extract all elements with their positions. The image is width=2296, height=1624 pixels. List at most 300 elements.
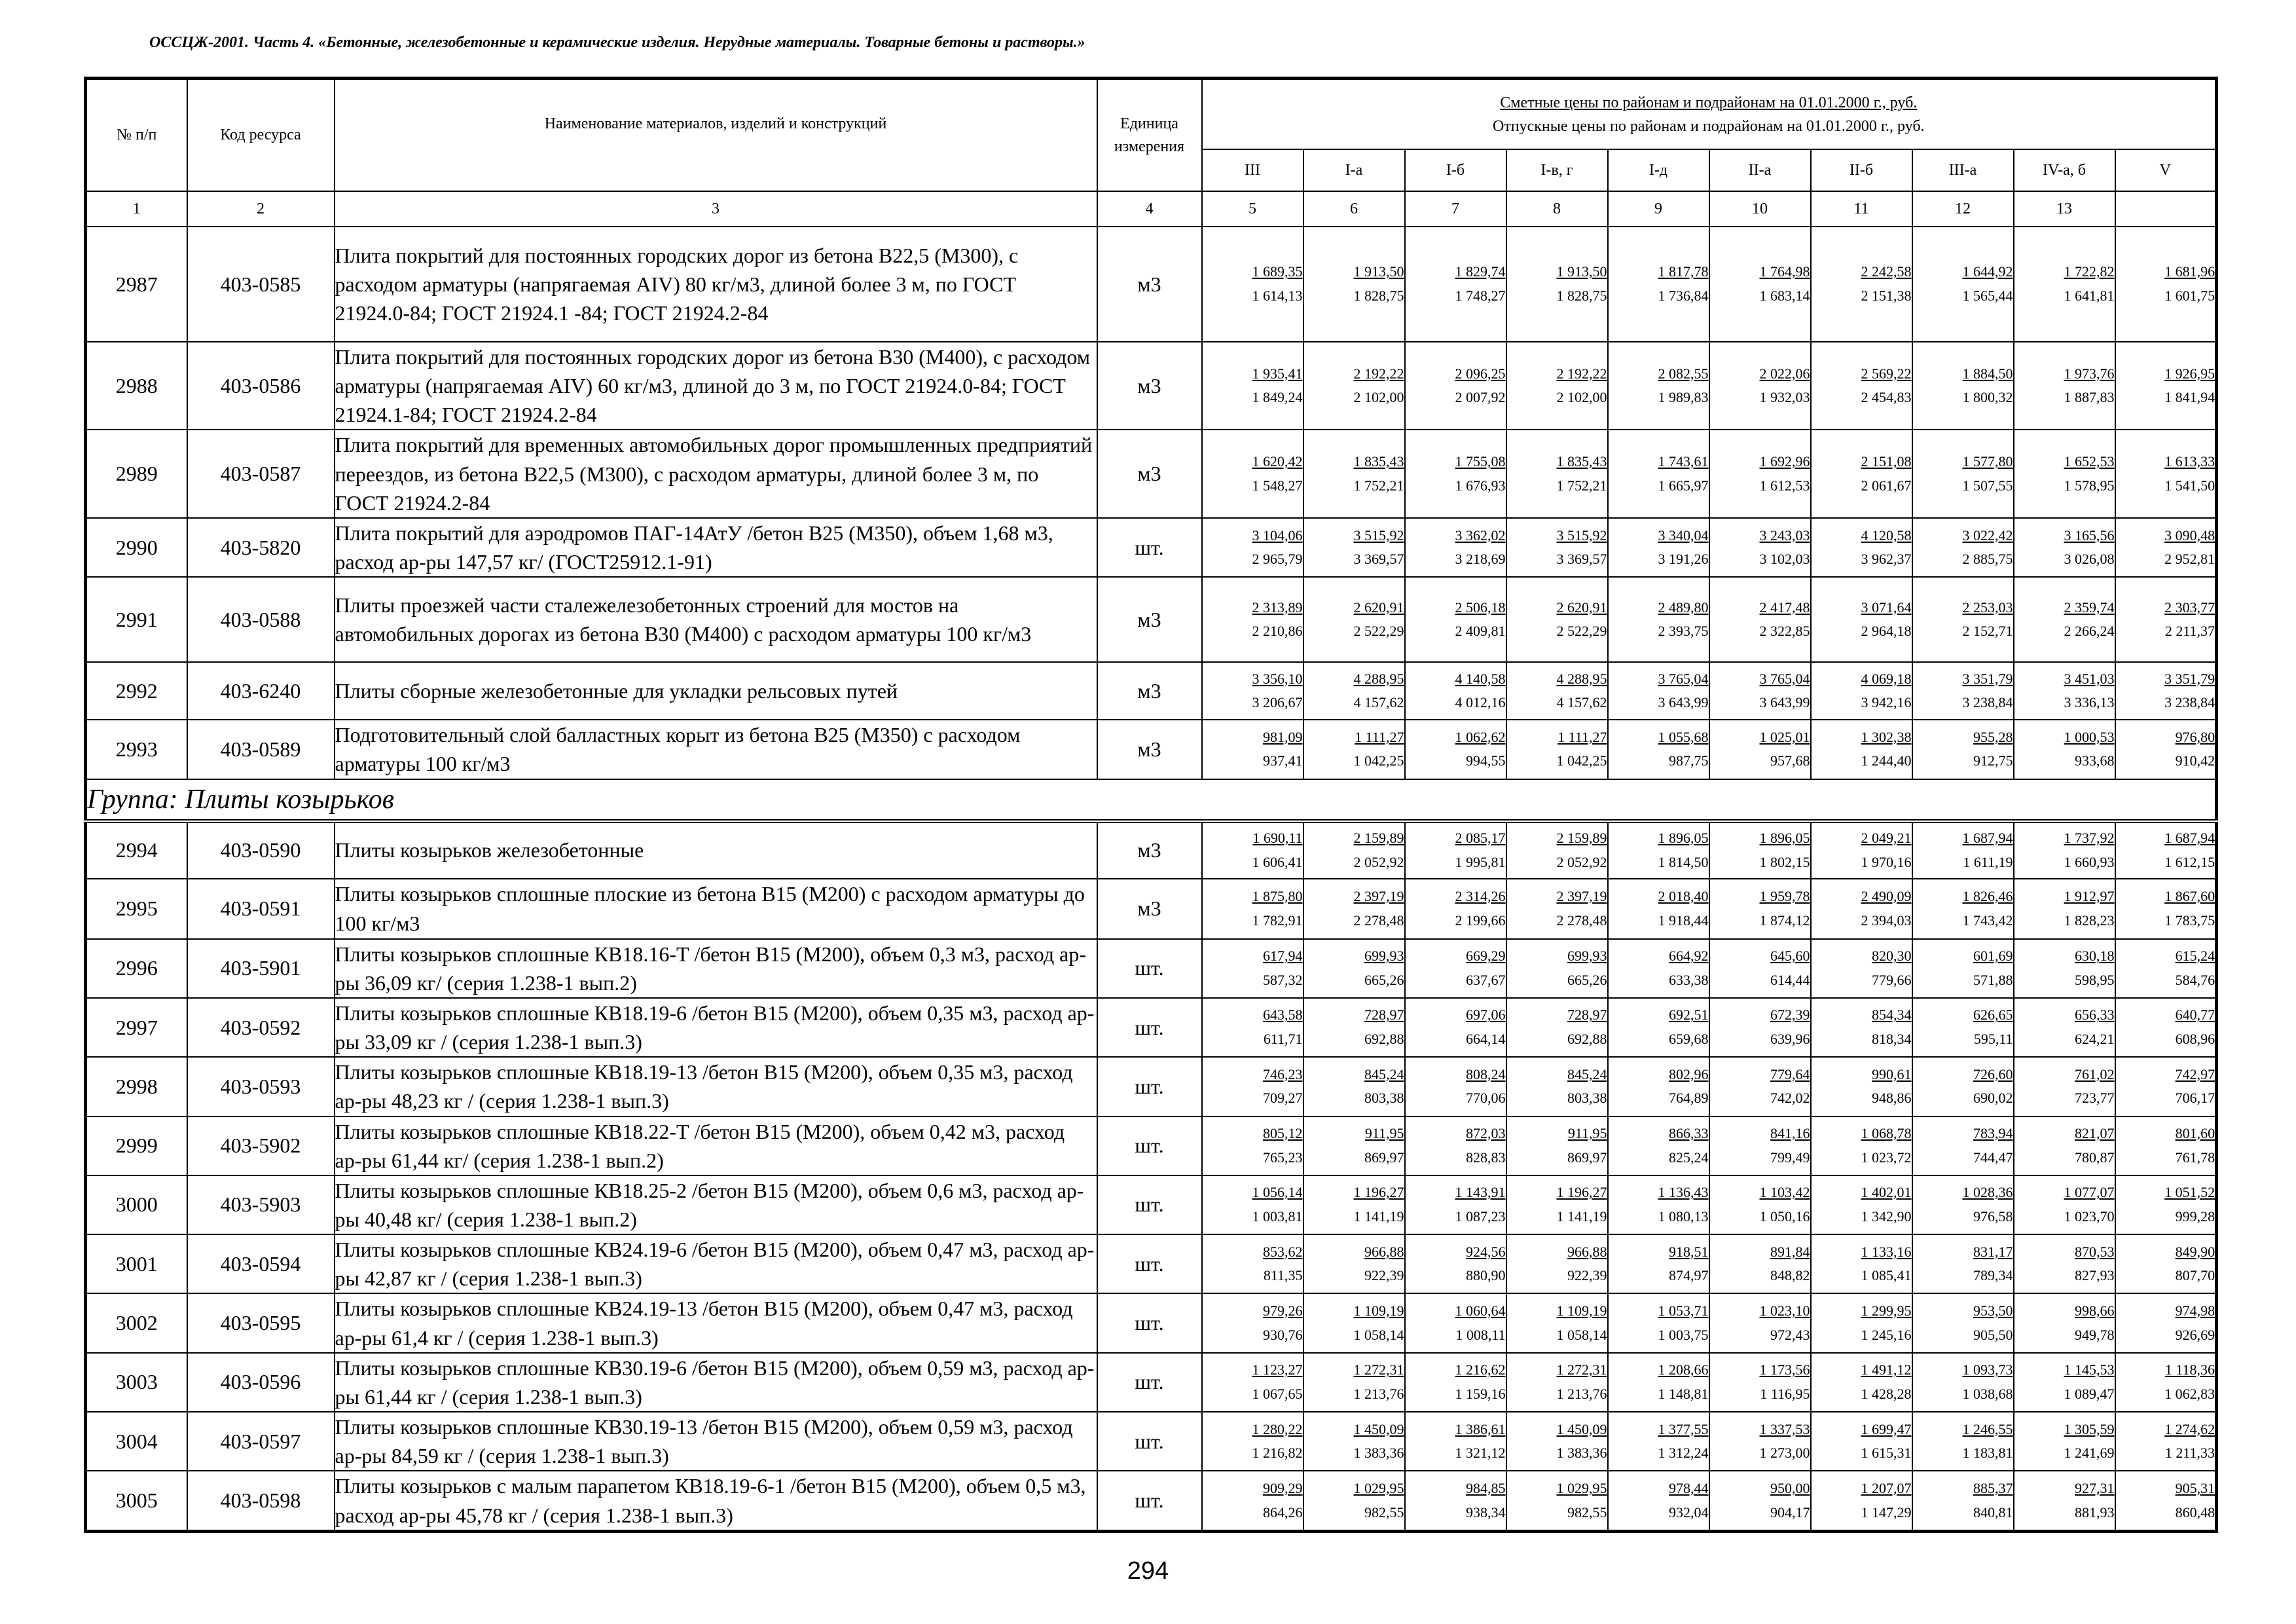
release-price: 744,47 (1973, 1149, 2013, 1166)
price-cell (1811, 1471, 1912, 1531)
release-price: 1 752,21 (1556, 477, 1607, 494)
release-price: 692,88 (1567, 1031, 1607, 1048)
release-price: 598,95 (2075, 971, 2115, 988)
table-row (86, 662, 2217, 720)
release-price: 4 157,62 (1556, 694, 1607, 711)
material-name: Плиты козырьков сплошные КВ24.19-6 /бетон В15 (М200), объем 0,47 м3, расход ар-ры 42,87 кг / (серия 1.238-1 вып.3) (335, 1234, 1097, 1293)
estimate-price: 746,23 (1263, 1065, 1303, 1082)
release-price: 3 026,08 (2064, 551, 2115, 568)
estimate-price: 1 687,94 (1962, 829, 2013, 846)
column-index: 11 (1811, 191, 1912, 227)
material-name: Плиты козырьков сплошные КВ18.19-13 /бетон В15 (М200), объем 0,35 м3, расход ар-ры 48,23 кг / (серия 1.238-1 вып.3) (335, 1057, 1097, 1116)
price-cell (1405, 1175, 1506, 1234)
price-cell (2014, 1234, 2115, 1293)
estimate-price: 1 687,94 (2164, 829, 2215, 846)
price-cell (2115, 1234, 2217, 1293)
price-cell (1608, 720, 1709, 779)
release-price: 1 062,83 (2164, 1385, 2215, 1402)
estimate-price: 1 023,10 (1759, 1302, 1810, 1319)
release-price: 904,17 (1770, 1504, 1810, 1521)
release-price: 2 211,37 (2164, 623, 2215, 640)
estimate-price: 645,60 (1770, 948, 1810, 965)
estimate-price: 728,97 (1567, 1006, 1607, 1024)
price-cell (1405, 1116, 1506, 1175)
estimate-price: 672,39 (1770, 1006, 1810, 1024)
table-row (86, 1116, 2217, 1175)
estimate-price: 1 699,47 (1861, 1420, 1912, 1437)
unit-of-measure: м3 (1097, 720, 1202, 779)
release-price: 2 007,92 (1455, 389, 1506, 406)
row-number: 3005 (86, 1471, 187, 1531)
release-price: 709,27 (1263, 1090, 1303, 1107)
price-cell (2115, 662, 2217, 720)
estimate-price: 966,88 (1364, 1243, 1404, 1260)
release-price: 1 148,81 (1658, 1385, 1709, 1402)
material-name: Плиты козырьков сплошные КВ30.19-6 /бетон В15 (М200), объем 0,59 м3, расход ар-ры 61,44 кг / (серия 1.238-1 вып.3) (335, 1353, 1097, 1412)
price-cell (2014, 1116, 2115, 1175)
estimate-price: 692,51 (1669, 1006, 1709, 1024)
estimate-price: 849,90 (2175, 1243, 2215, 1260)
table-row (86, 1057, 2217, 1116)
release-price: 3 102,03 (1759, 551, 1810, 568)
estimate-price: 1 652,53 (2064, 453, 2115, 470)
release-price: 976,58 (1973, 1208, 2013, 1225)
estimate-price: 2 359,74 (2064, 599, 2115, 616)
row-number: 2999 (86, 1116, 187, 1175)
resource-code: 403-5820 (187, 518, 335, 577)
unit-of-measure: шт. (1097, 1293, 1202, 1352)
release-price: 828,83 (1466, 1149, 1506, 1166)
estimate-price: 1 722,82 (2064, 263, 2115, 280)
release-price: 972,43 (1770, 1326, 1810, 1343)
estimate-price: 1 145,53 (2064, 1361, 2115, 1378)
estimate-price: 4 140,58 (1455, 670, 1506, 687)
release-price: 3 643,99 (1759, 694, 1810, 711)
estimate-price: 1 913,50 (1556, 263, 1607, 280)
estimate-price: 4 288,95 (1556, 670, 1607, 687)
release-price: 1 050,16 (1759, 1208, 1810, 1225)
estimate-price: 669,29 (1466, 948, 1506, 965)
estimate-price: 1 737,92 (2064, 829, 2115, 846)
price-cell (1405, 821, 1506, 879)
estimate-price: 2 569,22 (1861, 365, 1912, 382)
estimate-price: 2 242,58 (1861, 263, 1912, 280)
release-price: 922,39 (1567, 1267, 1607, 1284)
release-price: 2 393,75 (1658, 623, 1709, 640)
price-cell (2115, 1057, 2217, 1116)
release-price: 3 191,26 (1658, 551, 1709, 568)
release-price: 1 087,23 (1455, 1208, 1506, 1225)
estimate-price: 1 062,62 (1455, 728, 1506, 745)
price-cell (1709, 1116, 1811, 1175)
release-price: 2 885,75 (1962, 551, 2013, 568)
release-price: 3 369,57 (1353, 551, 1404, 568)
estimate-price: 924,56 (1466, 1243, 1506, 1260)
release-price: 933,68 (2075, 752, 2115, 769)
estimate-price: 1 764,98 (1759, 263, 1810, 280)
release-price: 3 962,37 (1861, 551, 1912, 568)
estimate-price: 1 109,19 (1556, 1302, 1607, 1319)
release-price: 779,66 (1872, 971, 1912, 988)
estimate-price: 3 451,03 (2064, 670, 2115, 687)
estimate-price: 911,95 (1364, 1125, 1404, 1142)
price-cell (1303, 998, 1405, 1057)
release-price: 2 266,24 (2064, 623, 2115, 640)
row-number: 2987 (86, 227, 187, 342)
column-index: 3 (335, 191, 1097, 227)
estimate-price: 1 689,35 (1252, 263, 1303, 280)
price-cell (1709, 1175, 1811, 1234)
release-price: 1 841,94 (2164, 389, 2215, 406)
estimate-price: 699,93 (1364, 948, 1404, 965)
estimate-price: 1 077,07 (2064, 1184, 2115, 1201)
material-name: Плиты козырьков с малым парапетом КВ18.19-6-1 /бетон В15 (М200), объем 0,5 м3, расход ар-ры 45,78 кг / (серия 1.238-1 вып.3) (335, 1471, 1097, 1531)
material-name: Плиты козырьков сплошные КВ18.25-2 /бетон В15 (М200), объем 0,6 м3, расход ар-ры 40,48 кг/ (серия 1.238-1 вып.2) (335, 1175, 1097, 1234)
estimate-price: 783,94 (1973, 1125, 2013, 1142)
estimate-price: 1 690,11 (1252, 829, 1303, 846)
estimate-price: 990,61 (1872, 1065, 1912, 1082)
material-name: Плиты козырьков сплошные КВ18.16-Т /бетон В15 (М200), объем 0,3 м3, расход ар-ры 36,09 кг/ (серия 1.238-1 вып.2) (335, 939, 1097, 998)
release-price: 614,44 (1770, 971, 1810, 988)
price-cell (1303, 342, 1405, 430)
release-price: 869,97 (1567, 1149, 1607, 1166)
estimate-price: 1 377,55 (1658, 1420, 1709, 1437)
price-cell (1202, 1116, 1303, 1175)
estimate-price: 3 090,48 (2164, 526, 2215, 544)
price-cell (1506, 1234, 1608, 1293)
price-cell (1811, 577, 1912, 662)
unit-of-measure: шт. (1097, 939, 1202, 998)
column-index: 2 (187, 191, 335, 227)
row-number: 2995 (86, 879, 187, 939)
release-price: 1 085,41 (1861, 1267, 1912, 1284)
release-price: 938,34 (1466, 1504, 1506, 1521)
row-number: 2992 (86, 662, 187, 720)
estimate-price: 1 884,50 (1962, 365, 2013, 382)
price-cell (1912, 720, 2014, 779)
region-header: I-д (1608, 149, 1709, 191)
release-price: 1 321,12 (1455, 1445, 1506, 1462)
release-price: 987,75 (1669, 752, 1709, 769)
estimate-price: 761,02 (2075, 1065, 2115, 1082)
price-cell (1202, 1412, 1303, 1471)
column-index: 6 (1303, 191, 1405, 227)
estimate-price: 4 288,95 (1353, 670, 1404, 687)
resource-code: 403-0591 (187, 879, 335, 939)
price-cell (1709, 998, 1811, 1057)
estimate-price: 1 208,66 (1658, 1361, 1709, 1378)
release-price: 1 273,00 (1759, 1445, 1810, 1462)
column-index: 7 (1405, 191, 1506, 227)
estimate-price: 1 272,31 (1556, 1361, 1607, 1378)
price-cell (1912, 939, 2014, 998)
table-row (86, 1353, 2217, 1412)
price-cell (1608, 1116, 1709, 1175)
price-cell (2014, 879, 2115, 939)
release-price: 1 736,84 (1658, 287, 1709, 304)
release-price: 1 783,75 (2164, 912, 2215, 929)
release-price: 665,26 (1364, 971, 1404, 988)
release-price: 860,48 (2175, 1504, 2215, 1521)
price-cell (1303, 821, 1405, 879)
row-number: 3000 (86, 1175, 187, 1234)
estimate-price: 2 085,17 (1455, 829, 1506, 846)
table-row (86, 1175, 2217, 1234)
release-price: 1 665,97 (1658, 477, 1709, 494)
estimate-price: 3 515,92 (1353, 526, 1404, 544)
release-price: 1 683,14 (1759, 287, 1810, 304)
price-cell (1912, 821, 2014, 879)
price-cell (1506, 227, 1608, 342)
price-cell (1303, 430, 1405, 517)
estimate-price: 974,98 (2175, 1302, 2215, 1319)
release-price: 840,81 (1973, 1504, 2013, 1521)
release-price: 2 052,92 (1556, 853, 1607, 870)
price-cell (2115, 998, 2217, 1057)
table-row (86, 1471, 2217, 1531)
release-price: 624,21 (2075, 1031, 2115, 1048)
price-cell (1303, 662, 1405, 720)
price-cell (1709, 227, 1811, 342)
material-name: Плиты проезжей части сталежелезобетонных строений для мостов на автомобильных дорогах из бетона В30 (М400) с расходом арматуры 100 кг/м3 (335, 577, 1097, 662)
estimate-price: 1 835,43 (1556, 453, 1607, 470)
price-cell (2115, 518, 2217, 577)
region-header: I-б (1405, 149, 1506, 191)
price-cell (2115, 430, 2217, 517)
price-cell (1912, 577, 2014, 662)
price-cell (2014, 1471, 2115, 1531)
estimate-price: 981,09 (1263, 728, 1303, 745)
estimate-price: 1 246,55 (1962, 1420, 2013, 1437)
material-name: Плита покрытий для постоянных городских дорог из бетона В30 (М400), с расходом арматуры (напрягаемая АIV) 60 кг/м3, длиной до 3 м, по ГОСТ 21924.0-84; ГОСТ 21924.1-84; ГОСТ 21924.2-84 (335, 342, 1097, 430)
row-number: 2990 (86, 518, 187, 577)
estimate-price: 2 303,77 (2164, 599, 2215, 616)
estimate-price: 1 118,36 (2164, 1361, 2215, 1378)
release-price: 2 278,48 (1556, 912, 1607, 929)
column-index: 13 (2014, 191, 2115, 227)
release-price: 874,97 (1669, 1267, 1709, 1284)
price-cell (1912, 1234, 2014, 1293)
price-cell (1405, 577, 1506, 662)
price-cell (1202, 662, 1303, 720)
price-cell (1405, 518, 1506, 577)
release-price: 1 342,90 (1861, 1208, 1912, 1225)
estimate-price: 699,93 (1567, 948, 1607, 965)
row-number: 3001 (86, 1234, 187, 1293)
price-cell (2014, 430, 2115, 517)
unit-of-measure: шт. (1097, 998, 1202, 1057)
price-cell (1811, 720, 1912, 779)
release-price: 1 606,41 (1252, 853, 1303, 870)
column-index: 8 (1506, 191, 1608, 227)
estimate-price: 2 192,22 (1353, 365, 1404, 382)
header-prices (1202, 79, 2217, 150)
estimate-price: 640,77 (2175, 1006, 2215, 1024)
estimate-price: 3 356,10 (1252, 670, 1303, 687)
resource-code: 403-0585 (187, 227, 335, 342)
column-index-row (86, 191, 2217, 227)
price-cell (1811, 518, 1912, 577)
price-cell (1608, 518, 1709, 577)
estimate-price: 1 896,05 (1759, 829, 1810, 846)
release-price: 1 743,42 (1962, 912, 2013, 929)
price-cell (2014, 998, 2115, 1057)
price-cell (1709, 662, 1811, 720)
release-price: 1 058,14 (1556, 1326, 1607, 1343)
release-price: 1 042,25 (1353, 752, 1404, 769)
price-cell (1709, 577, 1811, 662)
unit-of-measure: шт. (1097, 1353, 1202, 1412)
price-cell (2014, 821, 2115, 879)
header-name: Наименование материалов, изделий и конструкций (335, 79, 1097, 192)
release-price: 1 660,93 (2064, 853, 2115, 870)
release-price: 665,26 (1567, 971, 1607, 988)
price-cell (1506, 1353, 1608, 1412)
release-price: 1 611,19 (1963, 853, 2013, 870)
release-price: 633,38 (1669, 971, 1709, 988)
price-cell (1709, 1353, 1811, 1412)
unit-of-measure: м3 (1097, 662, 1202, 720)
region-header: V (2115, 149, 2217, 191)
estimate-price: 1 133,16 (1861, 1243, 1912, 1260)
price-cell (1608, 662, 1709, 720)
column-index: 4 (1097, 191, 1202, 227)
release-price: 1 023,72 (1861, 1149, 1912, 1166)
price-cell (1303, 879, 1405, 939)
estimate-price: 1 143,91 (1455, 1184, 1506, 1201)
release-price: 611,71 (1263, 1031, 1303, 1048)
release-price: 706,17 (2175, 1090, 2215, 1107)
estimate-price: 866,33 (1669, 1125, 1709, 1142)
estimate-price: 1 055,68 (1658, 728, 1709, 745)
price-cell (1811, 1116, 1912, 1175)
price-cell (1202, 342, 1303, 430)
estimate-price: 1 935,41 (1252, 365, 1303, 382)
estimate-price: 1 111,27 (1355, 728, 1404, 745)
price-cell (1303, 1293, 1405, 1352)
estimate-price: 2 018,40 (1658, 887, 1709, 904)
release-price: 690,02 (1973, 1090, 2013, 1107)
estimate-price: 1 450,09 (1353, 1420, 1404, 1437)
price-cell (1912, 1175, 2014, 1234)
price-cell (1202, 1175, 1303, 1234)
estimate-price: 3 340,04 (1658, 526, 1709, 544)
estimate-price: 1 196,27 (1353, 1184, 1404, 1201)
price-cell (1303, 1175, 1405, 1234)
estimate-price: 1 613,33 (2164, 453, 2215, 470)
price-cell (1405, 1234, 1506, 1293)
column-index: 1 (86, 191, 187, 227)
price-cell (2014, 720, 2115, 779)
release-price: 1 241,69 (2064, 1445, 2115, 1462)
price-cell (2115, 1116, 2217, 1175)
release-price: 982,55 (1364, 1504, 1404, 1521)
release-price: 1 003,75 (1658, 1326, 1709, 1343)
unit-of-measure: м3 (1097, 227, 1202, 342)
region-header: II-б (1811, 149, 1912, 191)
estimate-price: 3 351,79 (2164, 670, 2215, 687)
price-cell (1608, 342, 1709, 430)
release-price: 1 042,25 (1556, 752, 1607, 769)
price-cell (1202, 998, 1303, 1057)
release-price: 2 152,71 (1962, 623, 2013, 640)
price-cell (1202, 577, 1303, 662)
price-cell (1405, 879, 1506, 939)
price-cell (2115, 821, 2217, 879)
estimate-price: 1 302,38 (1861, 728, 1912, 745)
price-cell (1811, 1234, 1912, 1293)
price-cell (1405, 662, 1506, 720)
price-cell (1709, 879, 1811, 939)
price-cell (1405, 1057, 1506, 1116)
release-price: 2 061,67 (1861, 477, 1912, 494)
release-price: 1 918,44 (1658, 912, 1709, 929)
release-price: 949,78 (2075, 1326, 2115, 1343)
price-cell (1811, 662, 1912, 720)
release-price: 2 102,00 (1353, 389, 1404, 406)
table-row (86, 430, 2217, 517)
resource-code: 403-0594 (187, 1234, 335, 1293)
release-price: 1 428,28 (1861, 1385, 1912, 1402)
region-header: III-а (1912, 149, 2014, 191)
release-price: 3 942,16 (1861, 694, 1912, 711)
release-price: 803,38 (1364, 1090, 1404, 1107)
release-price: 799,49 (1770, 1149, 1810, 1166)
region-header: IV-а, б (2014, 149, 2115, 191)
estimate-price: 1 272,31 (1353, 1361, 1404, 1378)
release-price: 571,88 (1973, 971, 2013, 988)
estimate-price: 1 692,96 (1759, 453, 1810, 470)
price-cell (1709, 939, 1811, 998)
release-price: 994,55 (1466, 752, 1506, 769)
estimate-price: 2 620,91 (1353, 599, 1404, 616)
estimate-price: 3 515,92 (1556, 526, 1607, 544)
release-price: 1 216,82 (1252, 1445, 1303, 1462)
release-price: 1 615,31 (1861, 1445, 1912, 1462)
table-row (86, 879, 2217, 939)
price-cell (1811, 998, 1912, 1057)
estimate-price: 1 111,27 (1558, 728, 1607, 745)
estimate-price: 1 644,92 (1962, 263, 2013, 280)
price-cell (2014, 1412, 2115, 1471)
row-number: 2994 (86, 821, 187, 879)
price-cell (1912, 518, 2014, 577)
region-header: I-а (1303, 149, 1405, 191)
price-cell (1811, 1057, 1912, 1116)
price-cell (2115, 720, 2217, 779)
estimate-price: 1 681,96 (2164, 263, 2215, 280)
estimate-price: 1 829,74 (1455, 263, 1506, 280)
resource-code: 403-0586 (187, 342, 335, 430)
release-price: 1 828,23 (2064, 912, 2115, 929)
estimate-price: 1 028,36 (1962, 1184, 2013, 1201)
estimate-price: 1 402,01 (1861, 1184, 1912, 1201)
material-name: Плиты козырьков сплошные КВ24.19-13 /бетон В15 (М200), объем 0,47 м3, расход ар-ры 61,4 кг / (серия 1.238-1 вып.3) (335, 1293, 1097, 1352)
price-cell (1709, 430, 1811, 517)
estimate-price: 845,24 (1364, 1065, 1404, 1082)
price-cell (1303, 720, 1405, 779)
estimate-price: 845,24 (1567, 1065, 1607, 1082)
price-cell (1202, 518, 1303, 577)
release-price: 1 383,36 (1556, 1445, 1607, 1462)
estimate-price: 802,96 (1669, 1065, 1709, 1082)
estimate-price: 2 620,91 (1556, 599, 1607, 616)
price-cell (1202, 1353, 1303, 1412)
price-cell (1811, 430, 1912, 517)
estimate-price: 872,03 (1466, 1125, 1506, 1142)
estimate-price: 3 165,56 (2064, 526, 2115, 544)
price-cell (1506, 939, 1608, 998)
